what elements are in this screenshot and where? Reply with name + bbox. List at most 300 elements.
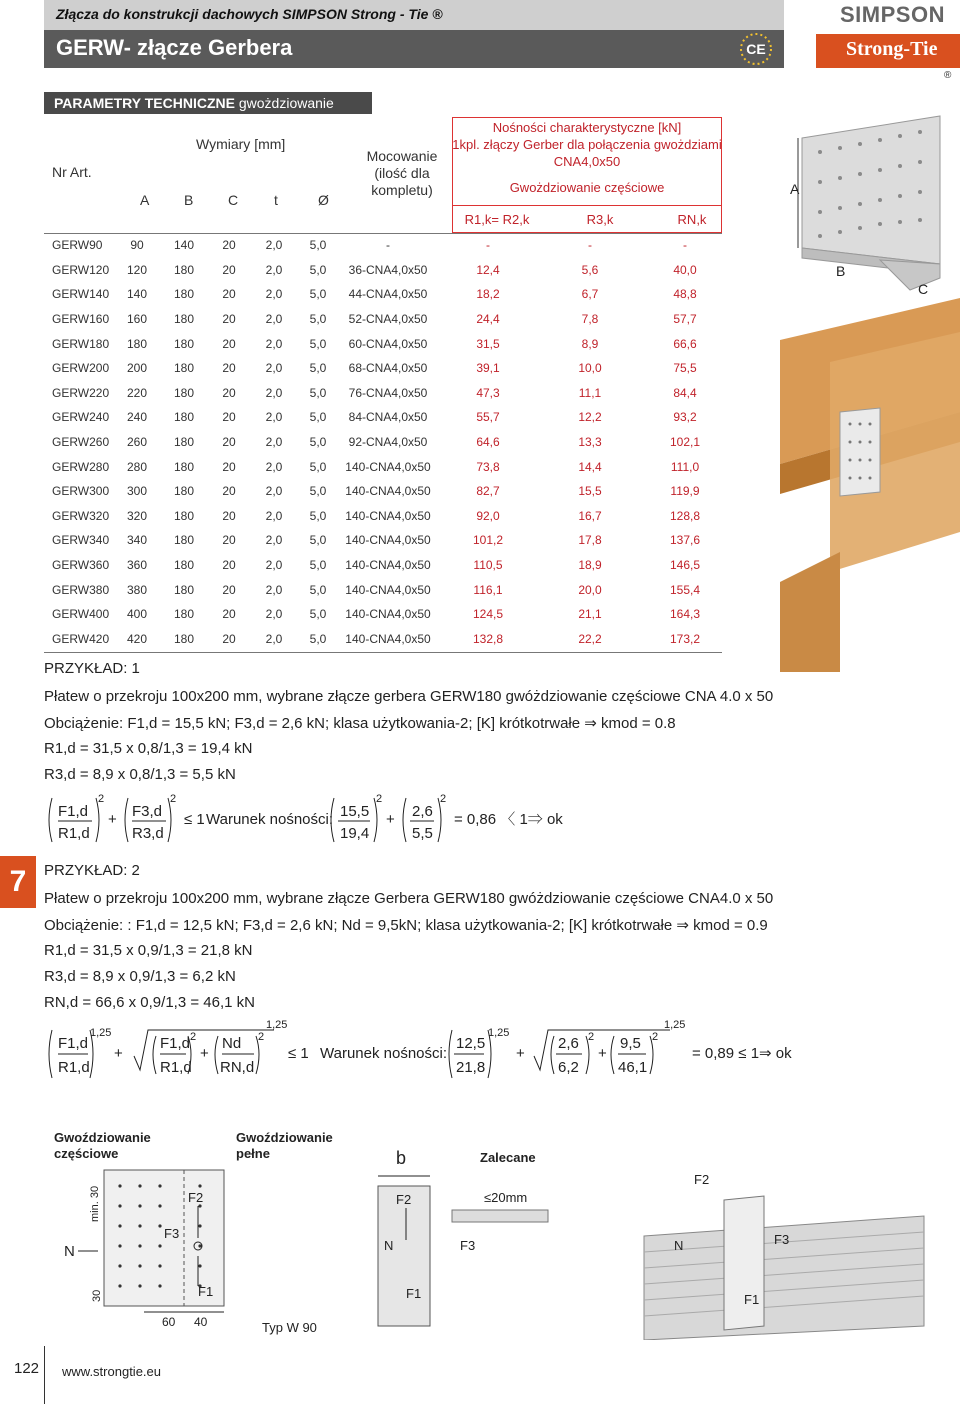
table-cell: GERW180 xyxy=(52,336,110,351)
table-row xyxy=(52,479,730,504)
table-cell: 180 xyxy=(173,533,195,548)
table-cell: 12,4 xyxy=(476,262,500,277)
table-cell: GERW360 xyxy=(52,558,110,573)
ce-mark-icon xyxy=(736,33,776,65)
label-c: C xyxy=(918,281,929,297)
table-cell: 20 xyxy=(222,262,236,277)
ex1-leq: ≤ 1 xyxy=(184,811,205,828)
table-cell: 10,0 xyxy=(578,361,602,376)
table-cell: 2,0 xyxy=(265,385,283,400)
table-cell: GERW260 xyxy=(52,435,110,450)
table-cell: 7,8 xyxy=(581,312,599,327)
table-row xyxy=(52,307,730,332)
table-cell: 8,9 xyxy=(581,336,599,351)
table-cell: 5,0 xyxy=(309,533,327,548)
table-row xyxy=(52,602,730,627)
table-cell: 260 xyxy=(126,435,148,450)
table-cell: 20 xyxy=(222,484,236,499)
fixing-header-1: Mocowanie xyxy=(366,148,438,164)
table-cell: 13,3 xyxy=(578,435,602,450)
table-cell: 5,0 xyxy=(309,262,327,277)
table-row xyxy=(52,454,730,479)
table-cell: 5,0 xyxy=(309,508,327,523)
table-cell: 5,0 xyxy=(309,312,327,327)
ex2-exp6: 2 xyxy=(588,1031,595,1043)
ex2-d3: 46,1 xyxy=(618,1059,648,1076)
table-cell: GERW90 xyxy=(52,238,103,253)
table-row xyxy=(52,627,730,652)
table-cell: 5,0 xyxy=(309,410,327,425)
table-cell: 68-CNA4,0x50 xyxy=(348,361,428,376)
ex1-exp2: 2 xyxy=(170,793,177,805)
table-cell: 2,0 xyxy=(265,336,283,351)
table-cell: 5,0 xyxy=(309,435,327,450)
table-cell: 360 xyxy=(126,558,148,573)
table-cell: 75,5 xyxy=(673,361,697,376)
table-cell: - xyxy=(588,238,592,253)
table-cell: 5,0 xyxy=(309,607,327,622)
table-cell: 92,0 xyxy=(476,508,500,523)
typ-label: Typ W 90 xyxy=(262,1320,317,1335)
table-cell: 5,0 xyxy=(309,238,327,253)
dim-30: 30 xyxy=(91,1289,103,1302)
table-cell: 2,0 xyxy=(265,607,283,622)
table-cell: GERW300 xyxy=(52,484,110,499)
table-cell: 18,2 xyxy=(476,287,500,302)
table-cell: 160 xyxy=(126,312,148,327)
ex1-exp4: 2 xyxy=(440,793,447,805)
table-cell: 180 xyxy=(173,435,195,450)
table-cell: 300 xyxy=(126,484,148,499)
dim-40: 40 xyxy=(194,1315,208,1329)
table-cell: 52-CNA4,0x50 xyxy=(348,312,428,327)
table-cell: 20 xyxy=(222,336,236,351)
table-cell: 73,8 xyxy=(476,459,500,474)
capacity-header-divider xyxy=(452,205,722,206)
dims-header: Wymiary [mm] xyxy=(196,136,286,152)
table-cell: 180 xyxy=(173,558,195,573)
table-cell: 2,0 xyxy=(265,582,283,597)
example2-line3: R1,d = 31,5 x 0,9/1,3 = 21,8 kN xyxy=(44,942,253,959)
table-cell: 20 xyxy=(222,435,236,450)
example1-formula xyxy=(44,790,684,850)
table-cell: 5,0 xyxy=(309,361,327,376)
ex2-n3: 9,5 xyxy=(620,1035,641,1052)
diag1-n: N xyxy=(64,1243,75,1260)
table-row xyxy=(52,381,730,406)
ex2-f1: F1,d xyxy=(58,1035,89,1052)
table-row xyxy=(52,356,730,381)
dim-diameter: Ø xyxy=(318,192,329,208)
ex2-f1b: F1,d xyxy=(160,1035,191,1052)
ex1-plus2: + xyxy=(386,811,395,828)
table-cell: 420 xyxy=(126,631,148,646)
website-link[interactable]: www.strongtie.eu xyxy=(62,1364,161,1379)
table-cell: 2,0 xyxy=(265,361,283,376)
col-nr-art: Nr Art. xyxy=(52,164,92,180)
table-cell: 180 xyxy=(173,287,195,302)
table-cell: 180 xyxy=(173,582,195,597)
table-cell: 48,8 xyxy=(673,287,697,302)
table-row xyxy=(52,430,730,455)
capacity-header-2: 1kpl. złączy Gerber dla połączenia gwożdziami xyxy=(452,137,722,152)
table-cell: 111,0 xyxy=(670,459,700,474)
table-cell: 2,0 xyxy=(265,410,283,425)
table-cell: 20 xyxy=(222,287,236,302)
r12-header: R1,k= R2,k xyxy=(464,212,530,227)
example1-title: PRZYKŁAD: 1 xyxy=(44,660,140,677)
le20-label: ≤20mm xyxy=(484,1190,528,1205)
table-cell: 5,0 xyxy=(309,336,327,351)
ex1-f3: F3,d xyxy=(132,803,163,820)
dim-a: A xyxy=(140,192,150,208)
capacity-header-3: CNA4,0x50 xyxy=(553,154,621,169)
table-cell: 180 xyxy=(173,312,195,327)
dim-min30: min. 30 xyxy=(89,1185,101,1222)
ex2-exp3: 2 xyxy=(258,1031,265,1043)
table-cell: 137,6 xyxy=(669,533,701,548)
table-cell: GERW320 xyxy=(52,508,110,523)
table-cell: 2,0 xyxy=(265,312,283,327)
ex2-n2: 2,6 xyxy=(558,1035,579,1052)
ex1-r1: R1,d xyxy=(58,825,90,842)
ex2-exp2: 2 xyxy=(190,1031,197,1043)
ex2-d1: 21,8 xyxy=(456,1059,486,1076)
diag1-f2: F2 xyxy=(188,1190,204,1205)
table-row xyxy=(52,233,730,258)
table-cell: 180 xyxy=(173,631,195,646)
table-cell: 20 xyxy=(222,385,236,400)
ex2-cond: Warunek nośności: xyxy=(320,1045,448,1062)
table-cell: 20 xyxy=(222,410,236,425)
table-cell: 102,1 xyxy=(669,435,701,450)
table-cell: 20 xyxy=(222,312,236,327)
full-label-1: Gwoździowanie xyxy=(236,1130,333,1145)
example2-line5: RN,d = 66,6 x 0,9/1,3 = 46,1 kN xyxy=(44,994,255,1011)
table-cell: 220 xyxy=(126,385,148,400)
table-cell: 400 xyxy=(126,607,148,622)
capacity-header-1: Nośności charakterystyczne [kN] xyxy=(492,120,682,135)
table-cell: 21,1 xyxy=(578,607,602,622)
table-row xyxy=(52,258,730,283)
ex2-nd: Nd xyxy=(222,1035,242,1052)
ex2-exp5: 1,25 xyxy=(488,1027,510,1039)
table-cell: 2,0 xyxy=(265,631,283,646)
diag3-f1: F1 xyxy=(744,1292,760,1307)
table-cell: 180 xyxy=(173,508,195,523)
table-cell: 20 xyxy=(222,582,236,597)
ex2-exp8: 1,25 xyxy=(664,1019,686,1031)
example2-line4: R3,d = 8,9 x 0,9/1,3 = 6,2 kN xyxy=(44,968,236,985)
ex2-d2: 6,2 xyxy=(558,1059,579,1076)
table-cell: 20 xyxy=(222,631,236,646)
table-cell: 132,8 xyxy=(472,631,504,646)
brand-name: SIMPSON xyxy=(840,2,945,27)
table-cell: 64,6 xyxy=(476,435,500,450)
example1-line3: R1,d = 31,5 x 0,8/1,3 = 19,4 kN xyxy=(44,740,253,757)
table-cell: 2,0 xyxy=(265,459,283,474)
table-cell: GERW140 xyxy=(52,287,110,302)
ex1-n2: 2,6 xyxy=(412,803,433,820)
table-cell: 18,9 xyxy=(578,558,602,573)
table-cell: 140-CNA4,0x50 xyxy=(345,558,431,573)
table-row xyxy=(52,331,730,356)
parameters-bar-bold: PARAMETRY TECHNICZNE xyxy=(54,95,235,111)
ex1-n1: 15,5 xyxy=(340,803,370,820)
table-cell: 14,4 xyxy=(578,459,602,474)
parameters-bar xyxy=(44,92,372,133)
table-cell: 20 xyxy=(222,558,236,573)
table-cell: 180 xyxy=(173,336,195,351)
table-cell: 380 xyxy=(126,582,148,597)
example1-line1: Płatew o przekroju 100x200 mm, wybrane złącze gerbera GERW180 gwóżdziowanie częściowe CNA 4.0 x 50 xyxy=(44,688,774,705)
table-cell: 20 xyxy=(222,238,236,253)
table-cell: 140 xyxy=(173,238,195,253)
table-cell: 20 xyxy=(222,459,236,474)
table-cell: 36-CNA4,0x50 xyxy=(348,262,428,277)
table-cell: - xyxy=(683,238,687,253)
example1-line2: Obciążenie: F1,d = 15,5 kN; F3,d = 2,6 kN; klasa użytkowania-2; [K] krótkotrwałe ⇒ kmod = 0.8 xyxy=(44,715,676,732)
ex2-plus2: + xyxy=(200,1045,209,1062)
table-cell: 140-CNA4,0x50 xyxy=(345,508,431,523)
table-cell: 84-CNA4,0x50 xyxy=(348,410,428,425)
table-cell: 180 xyxy=(126,336,148,351)
table-cell: 340 xyxy=(126,533,148,548)
header-subtitle: Złącza do konstrukcji dachowych SIMPSON Strong - Tie ® xyxy=(56,6,443,22)
table-cell: GERW340 xyxy=(52,533,110,548)
r3-header: R3,k xyxy=(586,212,614,227)
example2-line1: Płatew o przekroju 100x200 mm, wybrane złącze Gerbera GERW180 gwóżdziowanie częściowe CNA4.0 x 50 xyxy=(44,890,774,907)
table-cell: 164,3 xyxy=(669,607,701,622)
ex1-exp3: 2 xyxy=(376,793,383,805)
table-cell: GERW120 xyxy=(52,262,110,277)
table-cell: 90 xyxy=(130,238,144,253)
table-row xyxy=(52,528,730,553)
table-cell: 101,2 xyxy=(472,533,504,548)
table-row xyxy=(52,553,730,578)
footer-rule xyxy=(44,1346,45,1404)
page-title: GERW- złącze Gerbera xyxy=(56,35,293,60)
table-cell: 2,0 xyxy=(265,262,283,277)
partial-nailing-header: Gwożdziowanie częściowe xyxy=(509,180,665,195)
ex1-exp1: 2 xyxy=(98,793,105,805)
table-cell: 2,0 xyxy=(265,238,283,253)
full-label-2: pełne xyxy=(236,1146,270,1161)
ex2-n1: 12,5 xyxy=(456,1035,486,1052)
table-cell: 11,1 xyxy=(578,385,602,400)
partial-label-2: częściowe xyxy=(54,1146,119,1161)
table-cell: 16,7 xyxy=(578,508,602,523)
table-cell: 173,2 xyxy=(669,631,701,646)
product-table xyxy=(52,233,730,651)
ex2-result: = 0,89 ≤ 1⇒ ok xyxy=(692,1045,792,1062)
table-cell: - xyxy=(486,238,490,253)
table-cell: 155,4 xyxy=(669,582,701,597)
diag1-f1: F1 xyxy=(198,1284,214,1299)
table-cell: 40,0 xyxy=(673,262,697,277)
table-cell: 44-CNA4,0x50 xyxy=(348,287,428,302)
table-cell: 5,0 xyxy=(309,459,327,474)
table-cell: 110,5 xyxy=(473,558,503,573)
table-cell: 60-CNA4,0x50 xyxy=(348,336,428,351)
diag3-n: N xyxy=(674,1238,684,1253)
table-cell: 20,0 xyxy=(578,582,602,597)
table-cell: 5,0 xyxy=(309,385,327,400)
table-cell: 15,5 xyxy=(578,484,602,499)
example2-formula xyxy=(44,1016,804,1086)
dim-t: t xyxy=(274,192,278,208)
table-cell: 2,0 xyxy=(265,435,283,450)
table-cell: 116,1 xyxy=(473,582,503,597)
diag2-f3: F3 xyxy=(460,1238,476,1253)
fixing-header-3: kompletu) xyxy=(371,182,433,198)
table-cell: 22,2 xyxy=(578,631,602,646)
partial-label-1: Gwoździowanie xyxy=(54,1130,151,1145)
table-cell: 39,1 xyxy=(476,361,500,376)
diag2-n: N xyxy=(384,1238,394,1253)
table-cell: 20 xyxy=(222,361,236,376)
table-cell: 128,8 xyxy=(669,508,701,523)
label-b: B xyxy=(836,263,846,279)
table-cell: 2,0 xyxy=(265,533,283,548)
table-cell: 180 xyxy=(173,484,195,499)
table-cell: 180 xyxy=(173,410,195,425)
diag3-f3: F3 xyxy=(774,1232,790,1247)
table-cell: 20 xyxy=(222,533,236,548)
table-cell: 140 xyxy=(126,287,148,302)
table-cell: 2,0 xyxy=(265,508,283,523)
diag2-f1: F1 xyxy=(406,1286,422,1301)
table-cell: 320 xyxy=(126,508,148,523)
table-cell: 55,7 xyxy=(476,410,500,425)
rn-header: RN,k xyxy=(677,212,707,227)
table-cell: 66,6 xyxy=(673,336,697,351)
page-number: 122 xyxy=(14,1360,40,1377)
table-cell: 120 xyxy=(126,262,148,277)
table-cell: 5,6 xyxy=(581,262,599,277)
table-cell: GERW240 xyxy=(52,410,110,425)
table-cell: 82,7 xyxy=(476,484,500,499)
table-cell: 93,2 xyxy=(673,410,697,425)
table-cell: 24,4 xyxy=(476,312,500,327)
table-cell: 92-CNA4,0x50 xyxy=(348,435,428,450)
ex1-result: = 0,86 〈 1⇒ ok xyxy=(454,811,563,828)
label-a: A xyxy=(790,181,800,197)
ex1-d2: 5,5 xyxy=(412,825,433,842)
table-cell: 84,4 xyxy=(673,385,697,400)
recommended-label: Zalecane xyxy=(480,1150,536,1165)
brand-sub: Strong-Tie xyxy=(846,38,938,60)
ex1-d1: 19,4 xyxy=(340,825,370,842)
table-cell: 76-CNA4,0x50 xyxy=(348,385,428,400)
table-cell: GERW400 xyxy=(52,607,110,622)
table-cell: 47,3 xyxy=(476,385,500,400)
ex2-plus1: + xyxy=(114,1045,123,1062)
table-cell: 2,0 xyxy=(265,287,283,302)
table-cell: 5,0 xyxy=(309,582,327,597)
table-cell: 180 xyxy=(173,459,195,474)
table-cell: 200 xyxy=(126,361,148,376)
example2-title: PRZYKŁAD: 2 xyxy=(44,862,140,879)
table-cell: GERW220 xyxy=(52,385,110,400)
table-cell: 2,0 xyxy=(265,484,283,499)
table-cell: GERW280 xyxy=(52,459,110,474)
table-cell: 5,0 xyxy=(309,558,327,573)
dim-60: 60 xyxy=(162,1315,176,1329)
ex2-r1b: R1,d xyxy=(160,1059,192,1076)
diag2-b: b xyxy=(396,1148,407,1168)
table-row xyxy=(52,504,730,529)
table-cell: 140-CNA4,0x50 xyxy=(345,582,431,597)
diag3-f2: F2 xyxy=(694,1172,710,1187)
ex2-exp1: 1,25 xyxy=(90,1027,112,1039)
table-cell: 280 xyxy=(126,459,148,474)
ex2-r1: R1,d xyxy=(58,1059,90,1076)
table-cell: 119,9 xyxy=(670,484,700,499)
example1-line4: R3,d = 8,9 x 0,8/1,3 = 5,5 kN xyxy=(44,766,236,783)
table-cell: 12,2 xyxy=(578,410,602,425)
dim-b: B xyxy=(184,192,194,208)
table-cell: GERW420 xyxy=(52,631,110,646)
table-cell: 180 xyxy=(173,385,195,400)
ex1-f1: F1,d xyxy=(58,803,89,820)
table-cell: 5,0 xyxy=(309,631,327,646)
table-cell: 180 xyxy=(173,262,195,277)
table-cell: 2,0 xyxy=(265,558,283,573)
chapter-tab: 7 xyxy=(0,856,36,908)
example2-line2: Obciążenie: : F1,d = 12,5 kN; F3,d = 2,6 kN; Nd = 9,5kN; klasa użytkowania-2; [K] krótkotrwałe ⇒ kmod = 0.9 xyxy=(44,917,768,934)
ex2-rn: RN,d xyxy=(220,1059,255,1076)
table-cell: 5,0 xyxy=(309,484,327,499)
table-cell: - xyxy=(386,238,390,253)
ex2-exp7: 2 xyxy=(652,1031,659,1043)
table-cell: 140-CNA4,0x50 xyxy=(345,607,431,622)
table-cell: 124,5 xyxy=(472,607,504,622)
ex1-r3: R3,d xyxy=(132,825,164,842)
table-cell: 6,7 xyxy=(581,287,599,302)
table-cell: GERW380 xyxy=(52,582,110,597)
table-row xyxy=(52,577,730,602)
diag2-f2: F2 xyxy=(396,1192,412,1207)
registered-mark: ® xyxy=(944,70,952,81)
nailing-diagrams xyxy=(44,1126,960,1340)
table-cell: 57,7 xyxy=(673,312,697,327)
table-cell: 5,0 xyxy=(309,287,327,302)
table-cell: 180 xyxy=(173,361,195,376)
table-bottom-rule xyxy=(44,652,722,653)
table-cell: 240 xyxy=(126,410,148,425)
table-cell: 20 xyxy=(222,508,236,523)
table-row xyxy=(52,282,730,307)
ex2-leq: ≤ 1 xyxy=(288,1045,309,1062)
diag1-f3: F3 xyxy=(164,1226,180,1241)
svg-text:CE: CE xyxy=(746,41,766,57)
table-cell: 140-CNA4,0x50 xyxy=(345,631,431,646)
ex2-plus3: + xyxy=(516,1045,525,1062)
ex2-exp4: 1,25 xyxy=(266,1019,288,1031)
product-illustration xyxy=(780,112,960,672)
table-cell: 140-CNA4,0x50 xyxy=(345,459,431,474)
table-cell: GERW200 xyxy=(52,361,110,376)
table-row xyxy=(52,405,730,430)
dim-c: C xyxy=(228,192,239,208)
fixing-header-2: (ilość dla xyxy=(374,165,430,181)
ex1-cond: Warunek nośności: xyxy=(206,811,334,828)
table-cell: 17,8 xyxy=(578,533,602,548)
table-cell: 20 xyxy=(222,607,236,622)
ex1-plus1: + xyxy=(108,811,117,828)
table-cell: 140-CNA4,0x50 xyxy=(345,484,431,499)
